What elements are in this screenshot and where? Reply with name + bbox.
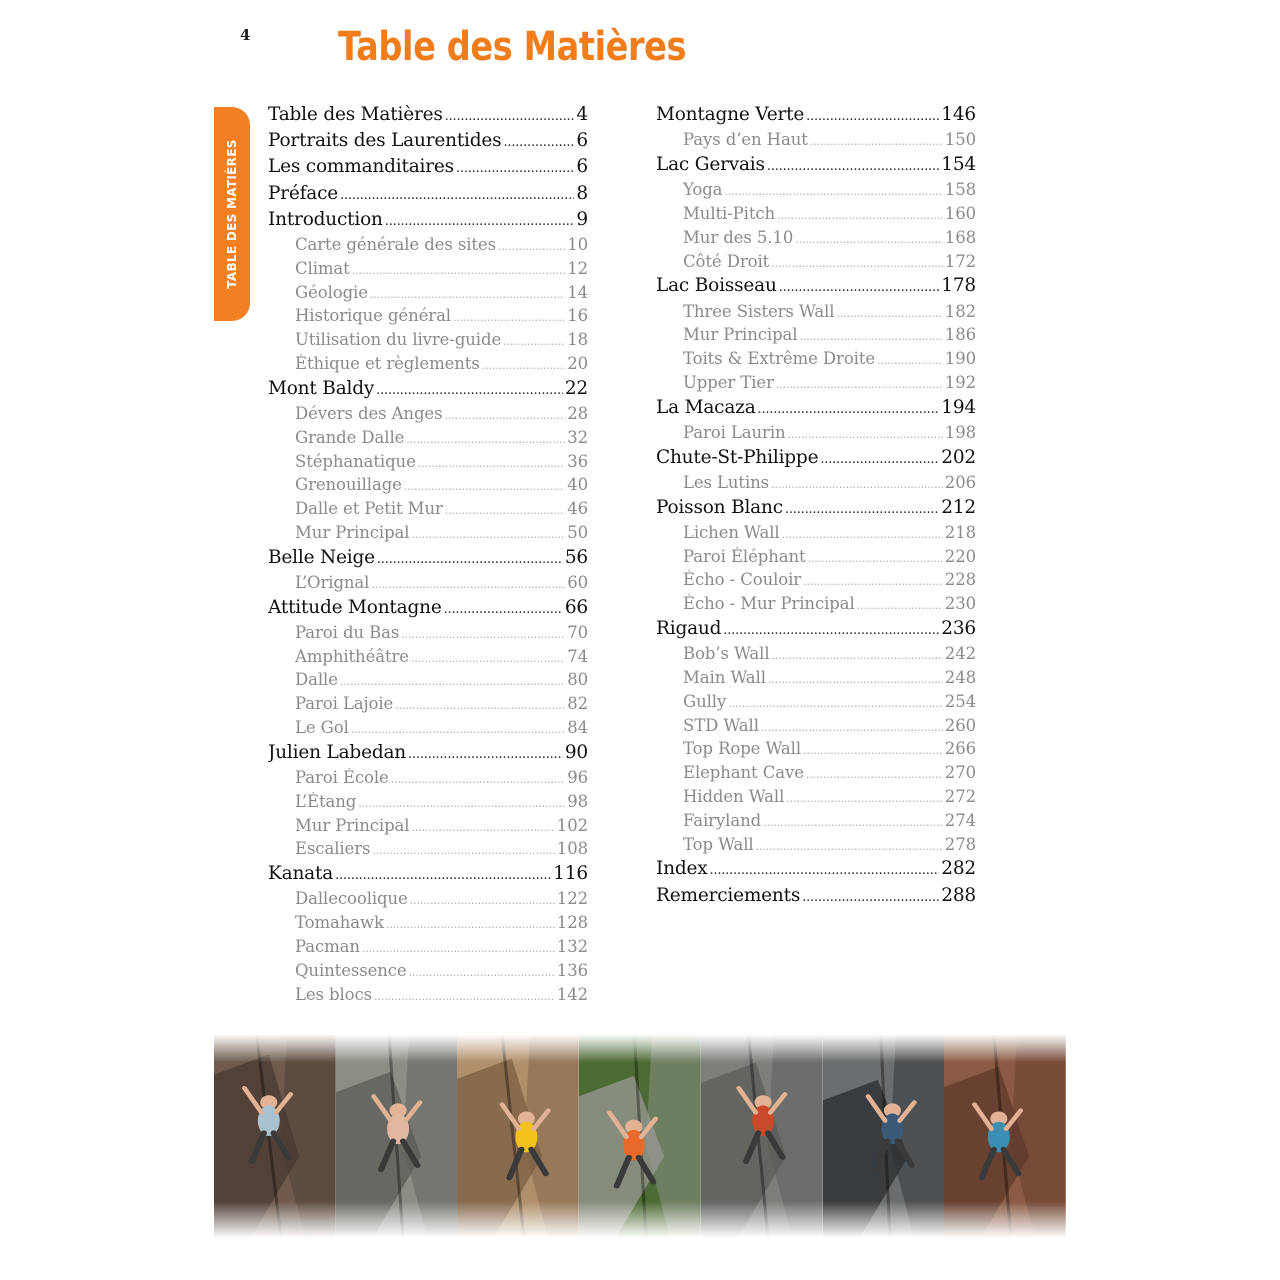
toc-subsection-entry[interactable]	[656, 473, 976, 497]
toc-entry-page: 4	[576, 104, 588, 125]
dot-leader	[776, 378, 943, 391]
toc-entry-label: Index	[656, 858, 708, 880]
toc-subsection-entry[interactable]	[656, 594, 976, 618]
toc-entry-label: Rigaud	[656, 618, 722, 640]
toc-subsection-entry[interactable]	[656, 349, 976, 373]
toc-subsection-entry[interactable]	[268, 839, 588, 863]
dot-leader	[877, 354, 943, 367]
toc-section-entry[interactable]	[268, 183, 588, 209]
climber-forest-wall-photo	[579, 1034, 701, 1238]
climber-crack-photo	[336, 1034, 458, 1238]
toc-entry-page: 14	[567, 282, 588, 302]
toc-subsection-entry[interactable]	[656, 547, 976, 571]
toc-entry-page: 220	[944, 546, 976, 566]
toc-subsection-entry[interactable]	[268, 330, 588, 354]
dot-leader	[808, 552, 943, 565]
dot-leader	[799, 330, 942, 343]
toc-entry-page: 172	[944, 251, 976, 271]
climber-yellow-shirt-photo	[457, 1034, 579, 1238]
dot-leader	[802, 890, 939, 905]
toc-entry-page: 260	[944, 715, 976, 735]
dot-leader	[411, 652, 565, 665]
toc-entry-label: Écho - Couloir	[683, 570, 802, 590]
dot-leader	[409, 966, 555, 979]
climber-red-helmet-photo	[701, 1034, 823, 1238]
toc-subsection-entry[interactable]	[268, 670, 588, 694]
toc-entry-label: Lac Gervais	[656, 153, 765, 175]
toc-subsection-entry[interactable]	[656, 787, 976, 811]
dot-leader	[456, 161, 574, 176]
dot-leader	[785, 502, 939, 517]
toc-section-entry[interactable]	[656, 497, 976, 523]
toc-subsection-entry[interactable]	[656, 130, 976, 154]
toc-subsection-entry[interactable]	[656, 423, 976, 447]
page-title: Table des Matières	[338, 24, 687, 70]
toc-subsection-entry[interactable]	[656, 739, 976, 763]
toc-subsection-entry[interactable]	[268, 694, 588, 718]
toc-entry-page: 12	[567, 258, 588, 278]
dot-leader	[411, 528, 565, 541]
toc-section-entry[interactable]	[656, 154, 976, 180]
dot-leader	[482, 359, 565, 372]
toc-entry-page: 158	[944, 180, 976, 200]
toc-entry-label: Escaliers	[295, 839, 371, 859]
toc-section-entry[interactable]	[268, 156, 588, 182]
toc-entry-label: Climat	[295, 258, 350, 278]
dot-leader	[406, 433, 565, 446]
toc-section-entry[interactable]	[656, 397, 976, 423]
toc-entry-page: 50	[567, 522, 588, 542]
toc-entry-page: 46	[567, 499, 588, 519]
toc-entry-label: Julien Labedan	[268, 741, 407, 763]
toc-subsection-entry[interactable]	[268, 354, 588, 378]
toc-entry-label: Chute-St-Philippe	[656, 446, 819, 468]
dot-leader	[810, 135, 943, 148]
toc-entry-label: Lac Boisseau	[656, 275, 777, 297]
dot-leader	[374, 990, 555, 1003]
dot-leader	[772, 649, 943, 662]
toc-section-entry[interactable]	[268, 378, 588, 404]
toc-entry-page: 212	[941, 496, 976, 518]
toc-entry-label: Côté Droit	[683, 251, 770, 271]
dot-leader	[385, 214, 575, 229]
dot-leader	[352, 264, 566, 277]
toc-subsection-entry[interactable]	[268, 235, 588, 259]
toc-entry-page: 6	[576, 156, 588, 178]
toc-entry-label: Poisson Blanc	[656, 496, 783, 518]
dot-leader	[709, 863, 939, 878]
toc-entry-label: Fairyland	[683, 810, 762, 830]
toc-entry-label: Amphithéâtre	[295, 646, 409, 666]
climber-roof-cave-photo	[823, 1034, 945, 1238]
toc-entry-label: Écho - Mur Principal	[683, 594, 855, 614]
toc-entry-label: Pays d’en Haut	[683, 130, 808, 150]
toc-section-entry[interactable]	[656, 618, 976, 644]
dot-leader	[445, 109, 575, 124]
toc-subsection-entry[interactable]	[656, 373, 976, 397]
toc-section-entry[interactable]	[268, 742, 588, 768]
toc-right-column	[656, 104, 976, 911]
toc-entry-page: 80	[567, 670, 588, 690]
dot-leader	[763, 816, 943, 829]
toc-subsection-entry[interactable]	[656, 228, 976, 252]
climber-overhang-photo	[214, 1034, 336, 1238]
toc-subsection-entry[interactable]	[268, 404, 588, 428]
toc-entry-label: Elephant Cave	[683, 763, 804, 783]
toc-entry-page: 6	[576, 130, 588, 152]
toc-subsection-entry[interactable]	[268, 913, 588, 937]
toc-entry-label: Lichen Wall	[683, 522, 780, 542]
toc-entry-label: Mont Baldy	[268, 377, 375, 399]
toc-entry-page: 36	[567, 451, 588, 471]
dot-leader	[453, 311, 565, 324]
toc-entry-page: 108	[556, 839, 588, 859]
toc-entry-label: Montagne Verte	[656, 104, 805, 125]
toc-section-entry[interactable]	[268, 104, 588, 130]
toc-entry-page: 60	[567, 572, 588, 592]
toc-entry-label: Historique général	[295, 306, 451, 326]
toc-subsection-entry[interactable]	[268, 792, 588, 816]
toc-entry-label: Paroi du Bas	[295, 622, 400, 642]
page-number: 4	[240, 26, 251, 44]
dot-leader	[445, 504, 565, 517]
toc-entry-page: 198	[944, 422, 976, 442]
toc-entry-page: 142	[556, 984, 588, 1004]
toc-subsection-entry[interactable]	[656, 180, 976, 204]
toc-entry-label: Multi-Pitch	[683, 203, 776, 223]
toc-entry-label: Utilisation du livre-guide	[295, 330, 502, 350]
toc-subsection-entry[interactable]	[656, 668, 976, 692]
toc-entry-page: 22	[564, 377, 588, 399]
toc-entry-label: Les blocs	[295, 984, 373, 1004]
toc-subsection-entry[interactable]	[656, 204, 976, 228]
toc-subsection-entry[interactable]	[268, 475, 588, 499]
toc-subsection-entry[interactable]	[268, 452, 588, 476]
toc-entry-page: 206	[944, 472, 976, 492]
toc-subsection-entry[interactable]	[656, 811, 976, 835]
toc-entry-page: 32	[567, 427, 588, 447]
toc-entry-page: 282	[941, 858, 976, 880]
toc-entry-page: 202	[941, 446, 976, 468]
toc-entry-page: 146	[941, 104, 976, 125]
side-tab-label: TABLE DES MATIÈRES	[225, 139, 239, 289]
toc-entry-page: 182	[944, 301, 976, 321]
toc-entry-label: L’Orignal	[295, 572, 370, 592]
toc-entry-label: Gully	[683, 691, 727, 711]
toc-subsection-entry[interactable]	[268, 499, 588, 523]
toc-entry-page: 274	[944, 810, 976, 830]
toc-subsection-entry[interactable]	[656, 692, 976, 716]
dot-leader	[370, 288, 565, 301]
toc-entry-label: Stéphanatique	[295, 451, 416, 471]
dot-leader	[761, 721, 943, 734]
toc-subsection-entry[interactable]	[268, 573, 588, 597]
toc-entry-page: 82	[567, 694, 588, 714]
toc-subsection-entry[interactable]	[656, 325, 976, 349]
dot-leader	[857, 599, 943, 612]
toc-entry-page: 116	[553, 863, 588, 885]
toc-entry-label: Portraits des Laurentides	[268, 130, 502, 152]
toc-entry-label: Dalle et Petit Mur	[295, 499, 443, 519]
dot-leader	[376, 383, 563, 398]
toc-entry-label: Géologie	[295, 282, 368, 302]
dot-leader	[788, 428, 943, 441]
dot-leader	[411, 821, 554, 834]
toc-subsection-entry[interactable]	[268, 623, 588, 647]
toc-entry-page: 98	[567, 791, 588, 811]
toc-entry-page: 230	[944, 594, 976, 614]
dot-leader	[836, 307, 942, 320]
dot-leader	[401, 628, 565, 641]
toc-entry-label: Mur Principal	[683, 325, 798, 345]
toc-entry-label: Mur des 5.10	[683, 227, 794, 247]
toc-section-entry[interactable]	[656, 885, 976, 911]
toc-entry-label: La Macaza	[656, 396, 756, 418]
dot-leader	[771, 257, 943, 270]
toc-section-entry[interactable]	[268, 547, 588, 573]
dot-leader	[723, 623, 939, 638]
toc-subsection-entry[interactable]	[268, 259, 588, 283]
dot-leader	[503, 335, 565, 348]
toc-entry-label: Dalle	[295, 670, 338, 690]
toc-section-entry[interactable]	[268, 130, 588, 156]
toc-subsection-entry[interactable]	[268, 647, 588, 671]
dot-leader	[803, 744, 943, 757]
toc-subsection-entry[interactable]	[268, 889, 588, 913]
toc-entry-page: 20	[567, 353, 588, 373]
toc-entry-page: 128	[556, 913, 588, 933]
toc-section-entry[interactable]	[656, 275, 976, 301]
toc-entry-page: 122	[556, 889, 588, 909]
toc-entry-label: Bob’s Wall	[683, 644, 770, 664]
toc-entry-page: 266	[944, 739, 976, 759]
toc-entry-label: Top Wall	[683, 834, 754, 854]
toc-entry-label: Paroi Éléphant	[683, 546, 806, 566]
dot-leader	[335, 868, 551, 883]
dot-leader	[782, 528, 943, 541]
toc-entry-label: Le Gol	[295, 718, 349, 738]
toc-entry-label: Top Rope Wall	[683, 739, 802, 759]
toc-entry-label: Mur Principal	[295, 815, 410, 835]
toc-subsection-entry[interactable]	[268, 985, 588, 1009]
toc-entry-page: 84	[567, 718, 588, 738]
dot-leader	[395, 699, 565, 712]
toc-subsection-entry[interactable]	[656, 644, 976, 668]
toc-entry-label: Dévers des Anges	[295, 403, 443, 423]
toc-entry-label: Paroi Lajoie	[295, 694, 394, 714]
toc-section-entry[interactable]	[656, 104, 976, 130]
toc-entry-label: Yoga	[683, 180, 723, 200]
toc-subsection-entry[interactable]	[656, 835, 976, 859]
toc-entry-label: Belle Neige	[268, 546, 375, 568]
toc-subsection-entry[interactable]	[656, 523, 976, 547]
toc-entry-label: Main Wall	[683, 668, 766, 688]
toc-entry-label: Upper Tier	[683, 372, 774, 392]
dot-leader	[408, 747, 563, 762]
toc-entry-label: Remerciements	[656, 884, 801, 906]
toc-entry-page: 10	[567, 234, 588, 254]
toc-entry-page: 248	[944, 668, 976, 688]
toc-entry-page: 242	[944, 644, 976, 664]
toc-entry-page: 8	[576, 182, 588, 204]
toc-entry-label: Paroi École	[295, 768, 389, 788]
toc-entry-label: Grande Dalle	[295, 427, 405, 447]
toc-entry-label: Préface	[268, 182, 339, 204]
dot-leader	[418, 457, 565, 470]
toc-subsection-entry[interactable]	[268, 718, 588, 742]
toc-entry-page: 154	[941, 153, 976, 175]
dot-leader	[498, 240, 565, 253]
toc-entry-page: 278	[944, 834, 976, 854]
dot-leader	[340, 188, 574, 203]
toc-entry-label: Attitude Montagne	[268, 596, 442, 618]
toc-entry-page: 236	[941, 618, 976, 640]
dot-leader	[362, 942, 555, 955]
toc-entry-label: Carte générale des sites	[295, 234, 496, 254]
toc-subsection-entry[interactable]	[268, 428, 588, 452]
toc-entry-label: Toits & Extrême Droite	[683, 349, 876, 369]
toc-entry-label: Dallecoolique	[295, 889, 408, 909]
toc-section-entry[interactable]	[268, 863, 588, 889]
toc-entry-page: 168	[944, 227, 976, 247]
toc-entry-label: Quintessence	[295, 960, 407, 980]
toc-entry-page: 28	[567, 403, 588, 423]
dot-leader	[803, 575, 943, 588]
toc-subsection-entry[interactable]	[656, 716, 976, 740]
toc-entry-page: 254	[944, 691, 976, 711]
dot-leader	[728, 697, 943, 710]
toc-entry-page: 40	[567, 475, 588, 495]
toc-entry-page: 160	[944, 203, 976, 223]
toc-entry-label: Pacman	[295, 937, 360, 956]
dot-leader	[756, 840, 943, 853]
dot-leader	[724, 185, 942, 198]
toc-entry-label: STD Wall	[683, 715, 759, 735]
toc-section-entry[interactable]	[268, 597, 588, 623]
toc-entry-page: 270	[944, 763, 976, 783]
toc-entry-page: 272	[944, 787, 976, 807]
toc-entry-label: Tomahawk	[295, 913, 384, 933]
dot-leader	[806, 109, 939, 124]
toc-entry-page: 218	[944, 522, 976, 542]
dot-leader	[404, 480, 565, 493]
climber-blue-helmet-photo	[944, 1034, 1066, 1238]
toc-entry-page: 150	[944, 130, 976, 150]
toc-subsection-entry[interactable]	[656, 763, 976, 787]
toc-entry-label: Les Lutins	[683, 472, 770, 492]
toc-entry-page: 132	[556, 937, 588, 956]
toc-entry-label: Three Sisters Wall	[683, 301, 835, 321]
section-side-tab	[214, 107, 250, 321]
dot-leader	[806, 768, 943, 781]
toc-subsection-entry[interactable]	[656, 252, 976, 276]
toc-subsection-entry[interactable]	[656, 302, 976, 326]
dot-leader	[444, 409, 565, 422]
dot-leader	[771, 478, 943, 491]
dot-leader	[768, 673, 943, 686]
toc-entry-label: Grenouillage	[295, 475, 402, 495]
toc-entry-page: 16	[567, 306, 588, 326]
toc-entry-label: Mur Principal	[295, 522, 410, 542]
dot-leader	[795, 233, 943, 246]
toc-entry-label: Éthique et règlements	[295, 353, 480, 373]
dot-leader	[391, 773, 566, 786]
toc-entry-label: Kanata	[268, 863, 334, 885]
dot-leader	[820, 452, 939, 467]
toc-entry-label: Hidden Wall	[683, 787, 785, 807]
toc-entry-page: 70	[567, 622, 588, 642]
dot-leader	[371, 578, 565, 591]
toc-entry-page: 56	[564, 546, 588, 568]
toc-entry-page: 192	[944, 372, 976, 392]
toc-entry-page: 9	[576, 208, 588, 230]
dot-leader	[779, 280, 940, 295]
dot-leader	[358, 797, 565, 810]
toc-subsection-entry[interactable]	[268, 961, 588, 985]
dot-leader	[503, 135, 574, 150]
toc-subsection-entry[interactable]	[656, 570, 976, 594]
dot-leader	[758, 402, 940, 417]
dot-leader	[377, 552, 563, 567]
toc-subsection-entry[interactable]	[268, 283, 588, 307]
toc-section-entry[interactable]	[656, 447, 976, 473]
dot-leader	[786, 792, 943, 805]
toc-entry-page: 194	[941, 396, 976, 418]
toc-subsection-entry[interactable]	[268, 768, 588, 792]
dot-leader	[386, 918, 555, 931]
toc-entry-page: 18	[567, 330, 588, 350]
toc-entry-label: L’Étang	[295, 791, 357, 811]
toc-entry-page: 102	[556, 815, 588, 835]
toc-entry-page: 136	[556, 960, 588, 980]
dot-leader	[767, 159, 939, 174]
toc-entry-label: Introduction	[268, 208, 383, 230]
toc-entry-label: Paroi Laurin	[683, 422, 786, 442]
toc-entry-page: 228	[944, 570, 976, 590]
dot-leader	[351, 723, 565, 736]
toc-left-column	[268, 104, 588, 1008]
toc-entry-page: 288	[941, 884, 976, 906]
toc-entry-page: 74	[567, 646, 588, 666]
toc-section-entry[interactable]	[268, 209, 588, 235]
dot-leader	[372, 844, 554, 857]
toc-subsection-entry[interactable]	[268, 937, 588, 961]
toc-entry-page: 190	[944, 349, 976, 369]
toc-entry-page: 96	[567, 768, 588, 788]
toc-section-entry[interactable]	[656, 858, 976, 884]
toc-entry-page: 178	[941, 275, 976, 297]
toc-entry-page: 186	[944, 325, 976, 345]
dot-leader	[410, 894, 555, 907]
toc-subsection-entry[interactable]	[268, 306, 588, 330]
photo-strip	[214, 1034, 1066, 1238]
toc-subsection-entry[interactable]	[268, 816, 588, 840]
dot-leader	[777, 209, 943, 222]
toc-entry-page: 90	[564, 741, 588, 763]
toc-entry-page: 66	[564, 596, 588, 618]
dot-leader	[444, 602, 563, 617]
toc-subsection-entry[interactable]	[268, 523, 588, 547]
toc-entry-label: Les commanditaires	[268, 156, 454, 178]
toc-entry-label: Table des Matières	[268, 104, 443, 125]
dot-leader	[340, 675, 565, 688]
